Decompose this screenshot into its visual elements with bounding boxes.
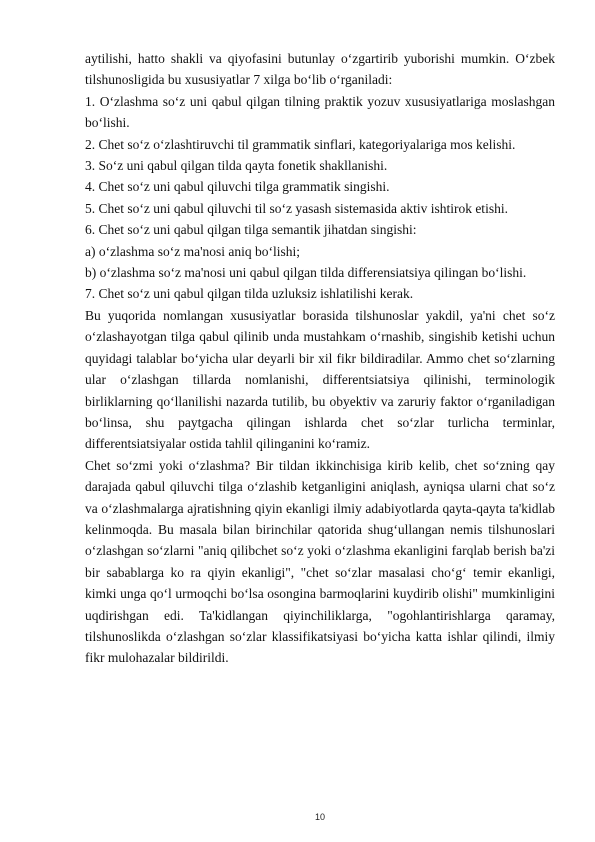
paragraph-consensus: Bu yuqorida nomlangan xususiyatlar borasida tilshunoslar yakdil, ya'ni chet so‘z o‘zlashayotgan tilga qabul qilinib unda mustahkam o‘rnashib, singishib ketishi uchun quyidagi talablar bo‘yicha ular deyarli bir xil fikr bildiradilar. Ammo chet so‘zlarning ular o‘zlashgan tillarda nomlanishi, differentsiatsiya qilinishi, terminologik birliklarning qo‘llanilishi nazarda tutilib, bu obyektiv va zaruriy faktor o‘rganiladigan bo‘linsa, shu paytgacha qilingan ishlarda chet so‘zlar turlicha terminlar, differentsiatsiyalar ostida tahlil qilinganini ko‘ramiz. xyxy=(85,307,555,452)
page-body xyxy=(85,48,555,669)
list-item-5: 5. Chet so‘z uni qabul qiluvchi til so‘z yasash sistemasida aktiv ishtirok etishi. xyxy=(85,200,508,216)
paragraph-question: Chet so‘zmi yoki o‘zlashma? Bir tildan ikkinchisiga kirib kelib, chet so‘zning qay darajada qabul qiluvchi tilga o‘zlashib ketganligini aniqlash, ayniqsa ularni chat so‘z va o‘zlashmalarga ajratishning qiyin ekanligi ilmiy adabiyotlarda qayta-qayta ta'kidlab kelinmoqda. Bu masala bilan birinchilar qatorida shug‘ullangan nemis tilshunoslari o‘zlashgan so‘zlarni "aniq qilibchet so‘z yoki o‘zlashma ekanligini farqlab berish ba'zi bir sabablarga ko ra qiyin ekanligi", "chet so‘zlar masalasi cho‘g‘ temir ekanligi, kimki unga qo‘l urmoqchi bo‘lsa osongina barmoqlarini kuydirib olishi" mumkinligini uqdirishgan edi. Ta'kidlangan qiyinchiliklarga, "ogohlantirishlarga qaramay, tilshunoslikda o‘zlashgan so‘zlar klassifikatsiyasi bo‘yicha katta ishlar qilindi, ilmiy fikr mulohazalar bildirildi. xyxy=(85,457,555,666)
list-item-1: 1. O‘zlashma so‘z uni qabul qilgan tilning praktik yozuv xususiyatlariga moslashgan bo‘lishi. xyxy=(85,93,555,131)
list-item-6a: a) o‘zlashma so‘z ma'nosi aniq bo‘lishi; xyxy=(85,243,301,259)
list-item-6b: b) o‘zlashma so‘z ma'nosi uni qabul qilgan tilda differensiatsiya qilingan bo‘lishi. xyxy=(85,265,527,281)
page-number: 10 xyxy=(314,812,325,822)
list-item-4: 4. Chet so‘z uni qabul qiluvchi tilga grammatik singishi. xyxy=(85,179,390,195)
list-item-6: 6. Chet so‘z uni qabul qilgan tilga semantik jihatdan singishi: xyxy=(85,222,417,238)
paragraph-intro: aytilishi, hatto shakli va qiyofasini butunlay o‘zgartirib yuborishi mumkin. O‘zbek tilshunosligida bu xususiyatlar 7 xilga bo‘lib o‘rganiladi: xyxy=(85,51,555,88)
list-item-7: 7. Chet so‘z uni qabul qilgan tilda uzluksiz ishlatilishi kerak. xyxy=(85,286,414,302)
list-item-2: 2. Chet so‘z o‘zlashtiruvchi til grammatik sinflari, kategoriyalariga mos kelishi. xyxy=(85,136,516,152)
list-item-3: 3. So‘z uni qabul qilgan tilda qayta fonetik shakllanishi. xyxy=(85,158,388,174)
